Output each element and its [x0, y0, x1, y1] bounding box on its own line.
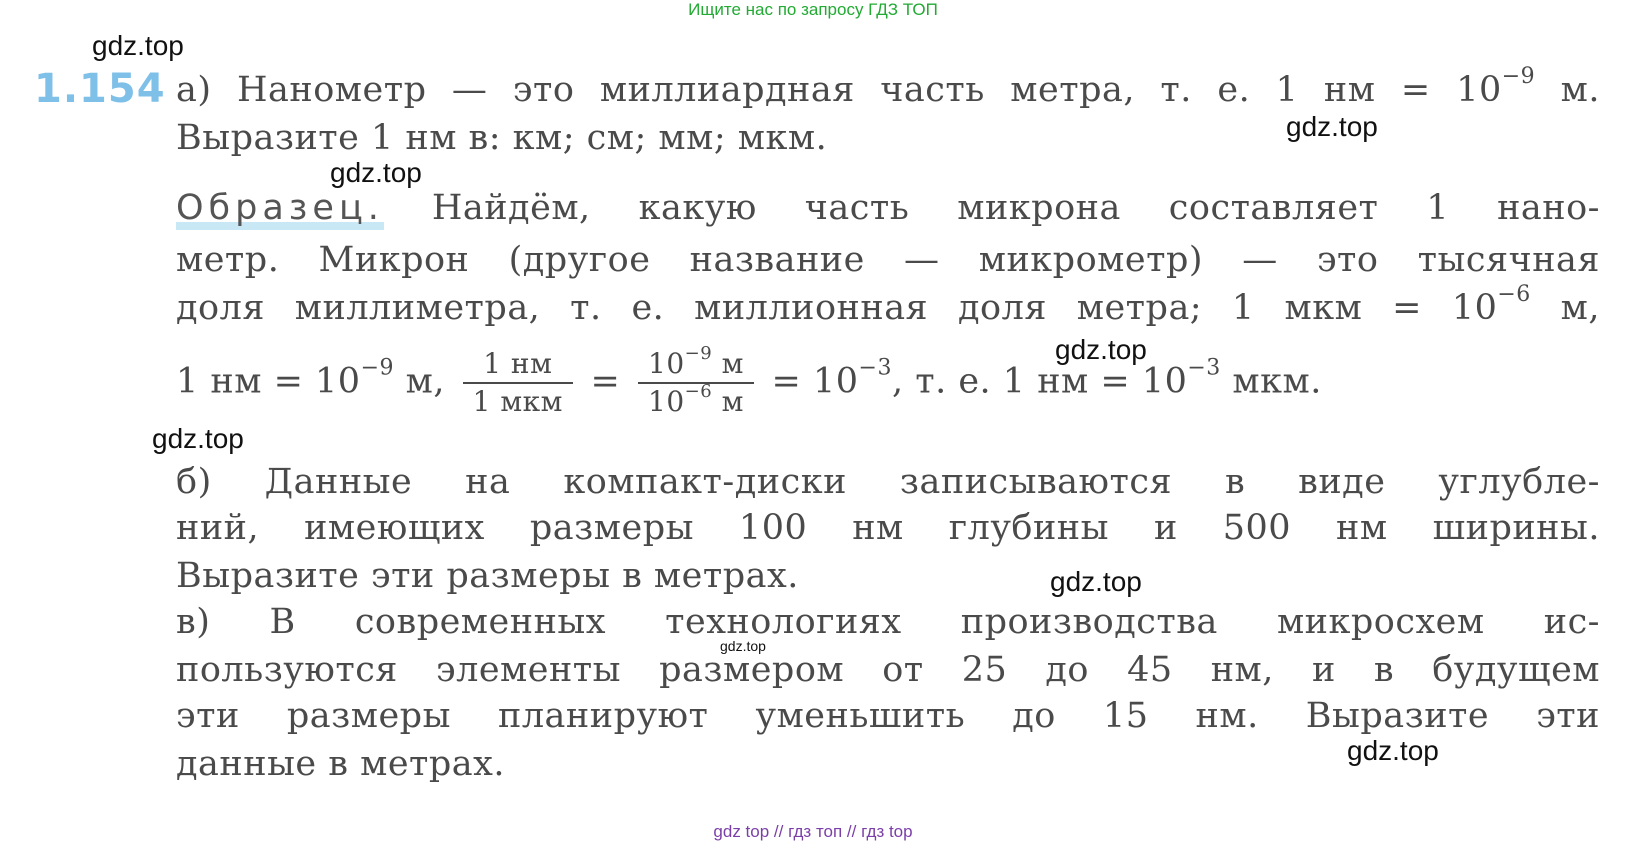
- watermark: gdz.top: [1286, 111, 1378, 142]
- part-c-line-4: данные в метрах.: [176, 744, 506, 784]
- task-number: 1.154: [34, 66, 166, 112]
- fraction-powers: $\frac{10^{-9} м}{10^{-6} м}$: [638, 346, 754, 420]
- footer-watermark: gdz top // гдз топ // гдз top: [713, 822, 913, 841]
- part-b-line-3: Выразите эти размеры в метрах.: [176, 556, 799, 596]
- part-a-line-1: а) Нанометр — это миллиардная часть метра, т. е. 1 нм = $10^{-9}$ м.: [176, 64, 1600, 110]
- watermark: gdz.top: [330, 157, 422, 188]
- part-b-line-2: ний, имеющих размеры 100 нм глубины и 500 нм ширины.: [176, 508, 1600, 548]
- watermark: gdz.top: [152, 423, 244, 454]
- top-banner: Ищите нас по запросу ГДЗ ТОП: [688, 0, 938, 19]
- sample-line-1: Образец. Найдём, какую часть микрона составляет 1 нано-: [176, 188, 1600, 228]
- watermark-small: gdz.top: [720, 638, 766, 654]
- sample-line-2: метр. Микрон (другое название — микрометр) — это тысячная: [176, 240, 1600, 280]
- sample-label: Образец.: [176, 188, 384, 228]
- part-b-line-1: б) Данные на компакт-диски записываются в виде углубле-: [176, 462, 1600, 502]
- formula-line: 1 нм = $10^{-9}$ м, $\frac{1 нм}{\text{1 мкм}}$ = $\frac{10^{-9} м}{10^{-6} м}$ = $10^{-3}$, т. е. 1 нм = $10^{-3}$ мкм.: [176, 343, 1322, 418]
- sample-line-3: доля миллиметра, т. е. миллионная доля метра; 1 мкм = $10^{-6}$ м,: [176, 282, 1600, 328]
- watermark: gdz.top: [1055, 334, 1147, 365]
- part-a-line-2: Выразите 1 нм в: км; см; мм; мкм.: [176, 118, 828, 158]
- part-c-line-2: пользуются элементы размером от 25 до 45 нм, и в будущем: [176, 650, 1600, 690]
- watermark: gdz.top: [1347, 735, 1439, 766]
- part-c-line-3: эти размеры планируют уменьшить до 15 нм. Выразите эти: [176, 696, 1600, 736]
- part-c-line-1: в) В современных технологиях производства микросхем ис-: [176, 602, 1600, 642]
- watermark: gdz.top: [1050, 566, 1142, 597]
- watermark: gdz.top: [92, 30, 184, 61]
- fraction-nm-over-mkm: $\frac{1 нм}{\text{1 мкм}}$: [463, 346, 573, 420]
